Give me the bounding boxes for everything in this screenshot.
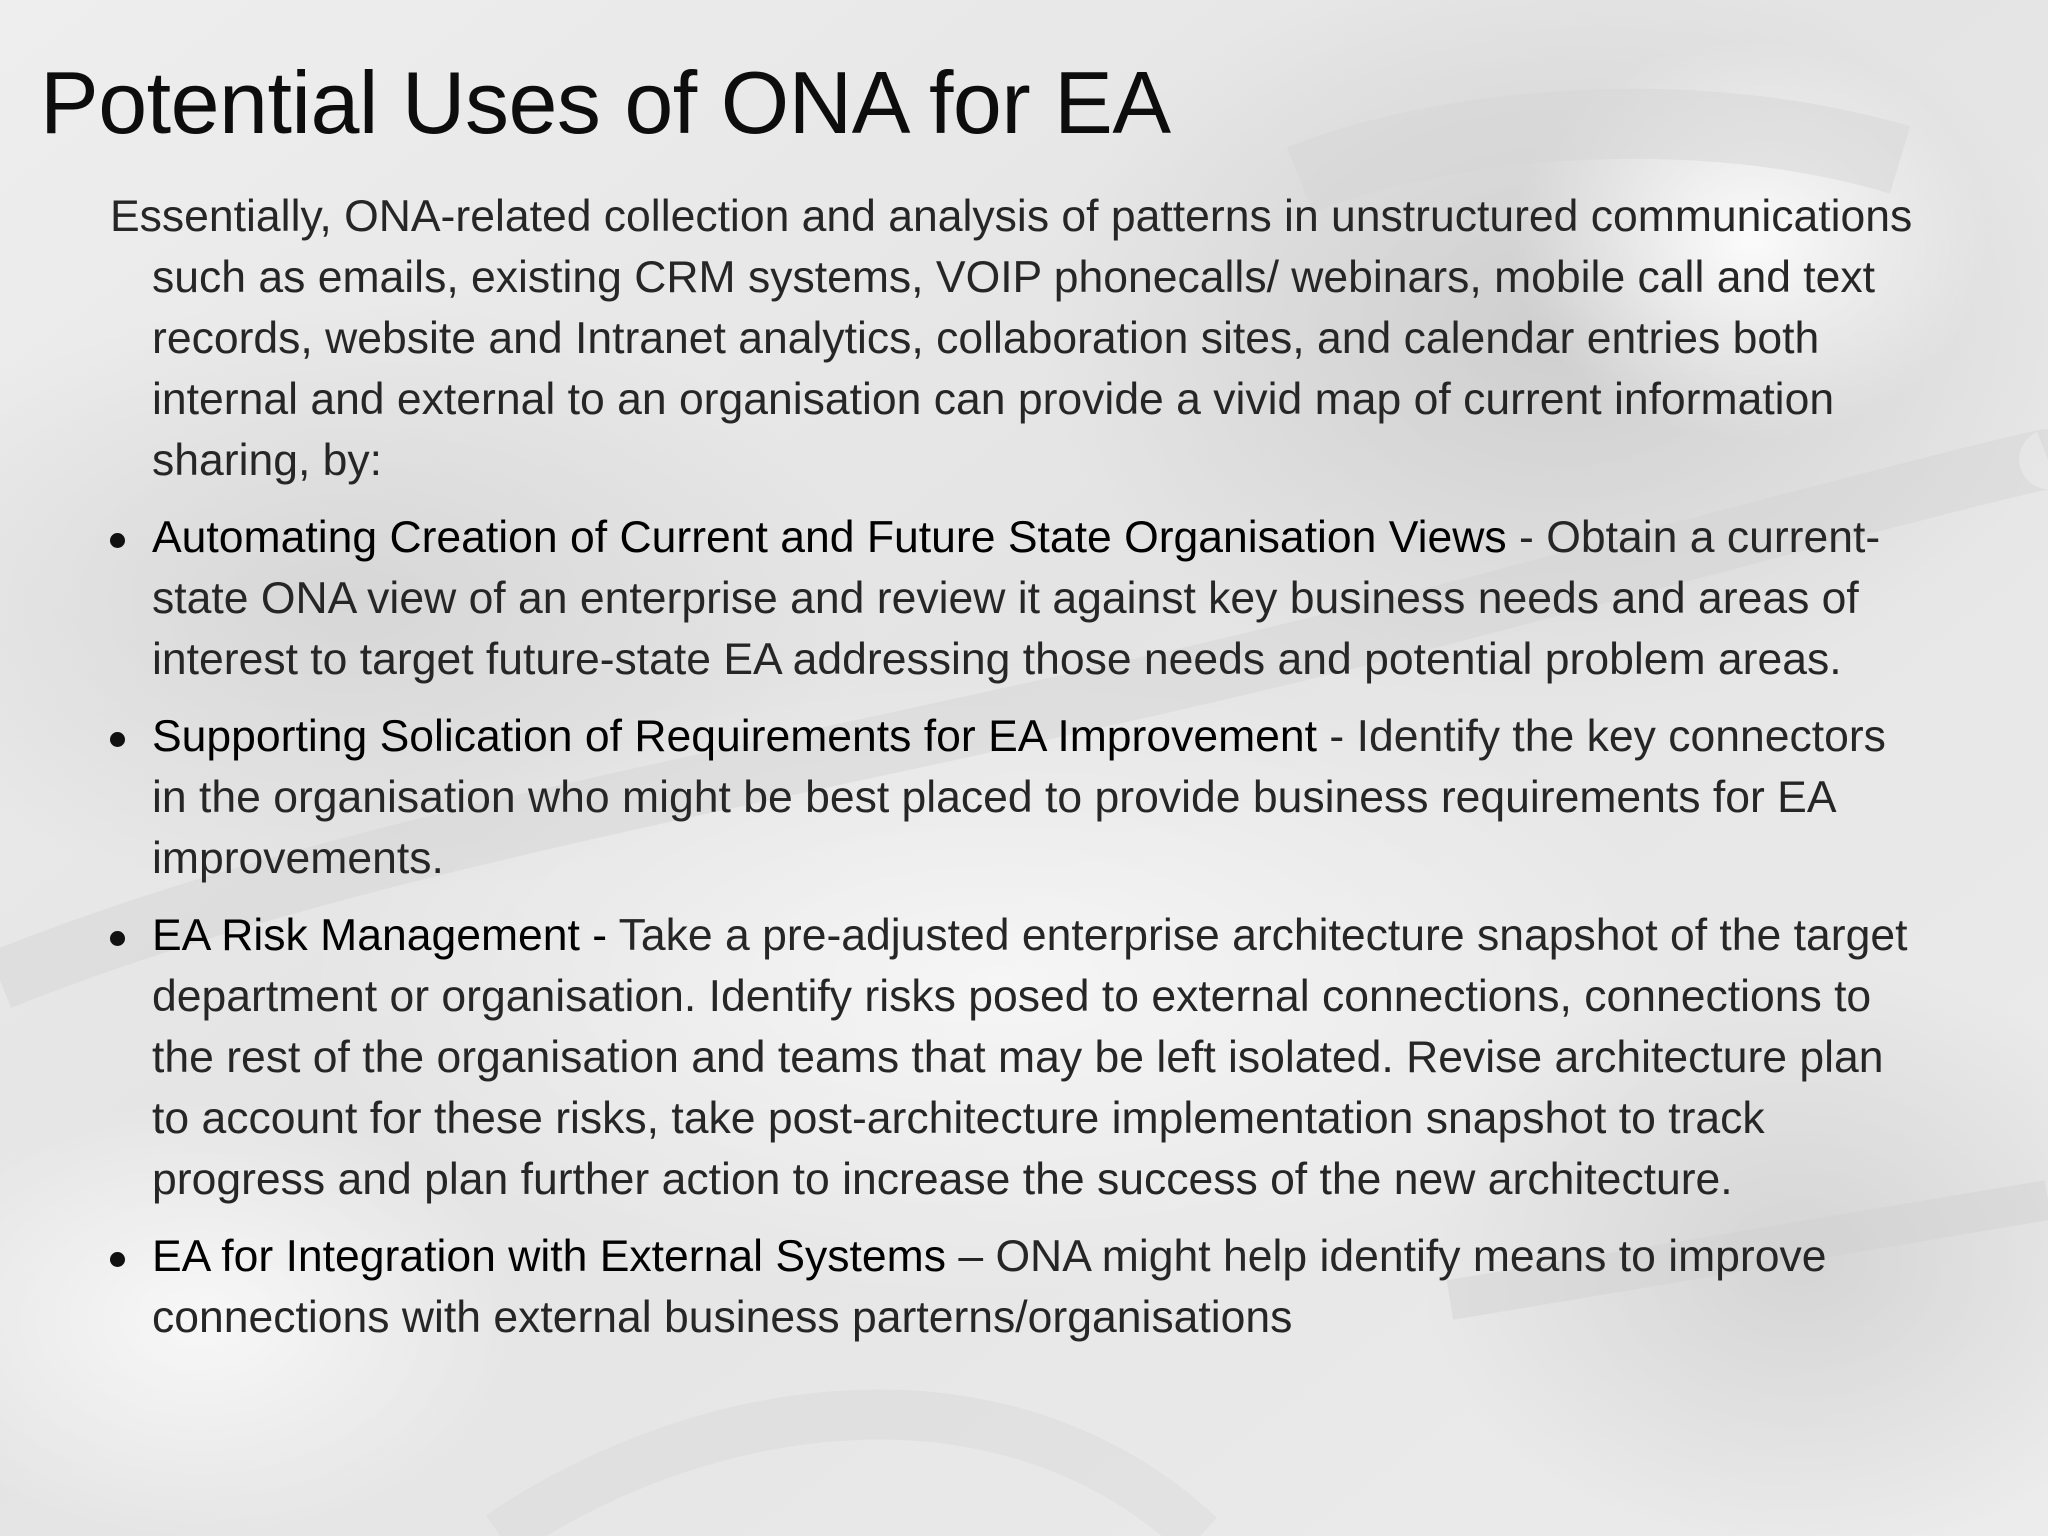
bullet-heading: Supporting Solication of Requirements for EA Improvement [152,712,1318,761]
bullet-list [110,507,1930,1348]
slide-title: Potential Uses of ONA for EA [40,53,1171,152]
intro-paragraph: Essentially, ONA-related collection and analysis of patterns in unstructured communications such as emails, existing CRM systems, VOIP phonecalls/ webinars, mobile call and text records, website and Intranet analytics, collaboration sites, and calendar entries both internal and external to an organisation can provide a vivid map of current information sharing, by: [110,192,1913,485]
bullet-item [110,1226,1930,1348]
bullet-item [110,905,1930,1210]
bullet-separator: – [945,1232,996,1281]
bullet-text: ONA might help identify means to improve connections with external business parterns/organisations [152,1232,1827,1342]
bullet-text: Obtain a current-state ONA view of an enterprise and review it against key business needs and areas of interest to target future-state EA addressing those needs and potential problem areas. [152,513,1881,684]
bullet-separator [607,911,619,960]
slide-body [110,186,1930,1348]
bullet-heading: EA for Integration with External Systems [152,1232,946,1281]
bullet-text: Take a pre-adjusted enterprise architecture snapshot of the target department or organisation. Identify risks posed to external connections, connections to the rest of the organisation and teams that may be left isolated. Revise architecture plan to account for these risks, take post-architecture implementation snapshot to track progress and plan further action to increase the success of the new architecture. [152,911,1908,1204]
bullet-item [110,507,1930,690]
bullet-separator: - [1317,712,1357,761]
bullet-heading: Automating Creation of Current and Future State Organisation Views [152,513,1507,562]
bullet-dot-icon [110,533,125,548]
bullet-dot-icon [110,1252,125,1267]
bullet-text: Identify the key connectors in the organisation who might be best placed to provide business requirements for EA improvements. [152,712,1886,883]
bullet-item [110,706,1930,889]
bullet-heading: EA Risk Management - [152,911,608,960]
bullet-separator: - [1506,513,1547,562]
bullet-dot-icon [110,931,125,946]
bullet-dot-icon [110,732,125,747]
